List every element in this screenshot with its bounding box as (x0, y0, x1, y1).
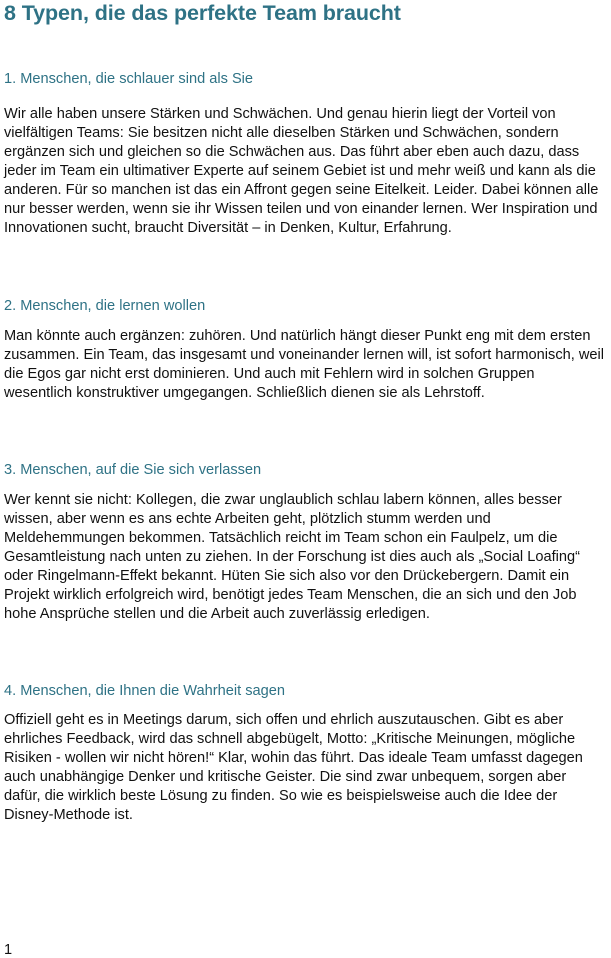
page-number: 1 (4, 942, 13, 958)
section-heading-3: 3. Menschen, auf die Sie sich verlassen (4, 462, 262, 478)
section-body-2: Man könnte auch ergänzen: zuhören. Und natürlich hängt dieser Punkt eng mit dem ersten zusammen. Ein Team, das insgesamt und voneinander lernen will, ist sofort harmonisch, weil die Egos gar nicht erst dominieren. Und auch mit Fehlern wird in solchen Gruppen wesentlich konstruktiver umgegangen. Schließlich dienen sie als Lehrstoff. (4, 328, 604, 401)
section-body-1: Wir alle haben unsere Stärken und Schwächen. Und genau hierin liegt der Vorteil von vielfältigen Teams: Sie besitzen nicht alle dieselben Stärken und Schwächen, sondern ergänzen sich und gleichen so die Schwächen aus. Das führt aber eben auch dazu, dass jeder im Team ein ultimativer Experte auf seinem Gebiet ist und mehr weiß und kann als die anderen. Für so manchen ist das ein Affront gegen seine Eitelkeit. Leider. Dabei können alle nur besser werden, wenn sie ihr Wissen teilen und von einander lernen. Wer Inspiration und Innovationen sucht, braucht Diversität – in Denken, Kultur, Erfahrung. (4, 106, 599, 236)
section-heading-4: 4. Menschen, die Ihnen die Wahrheit sagen (4, 683, 285, 699)
section-body-3: Wer kennt sie nicht: Kollegen, die zwar unglaublich schlau labern können, alles besser wissen, aber wenn es ans echte Arbeiten geht, plötzlich stumm werden und Meldehemmungen bekommen. Tatsächlich reicht im Team schon ein Faulpelz, um die Gesamtleistung nach unten zu ziehen. In der Forschung ist dies auch als „Social Loafing“ oder Ringelmann-Effekt bekannt. Hüten Sie sich also vor den Drückebergern. Damit ein Projekt wirklich erfolgreich wird, benötigt jedes Team Menschen, die an sich und den Job hohe Ansprüche stellen und die Arbeit auch zuverlässig erledigen. (4, 492, 580, 622)
document-title: 8 Typen, die das perfekte Team braucht (4, 1, 401, 25)
section-body-4: Offiziell geht es in Meetings darum, sich offen und ehrlich auszutauschen. Gibt es aber ehrliches Feedback, wird das schnell abgebügelt, Motto: „Kritische Meinungen, mögliche Risiken - wollen wir nicht hören!“ Klar, wohin das führt. Das ideale Team umfasst dagegen auch unabhängige Denker und kritische Geister. Die sind zwar unbequem, sorgen aber dafür, die wirklich beste Lösung zu finden. So wie es beispielsweise auch die Idee der Disney-Methode ist. (4, 712, 583, 823)
section-heading-2: 2. Menschen, die lernen wollen (4, 298, 206, 314)
section-heading-1: 1. Menschen, die schlauer sind als Sie (4, 71, 254, 87)
